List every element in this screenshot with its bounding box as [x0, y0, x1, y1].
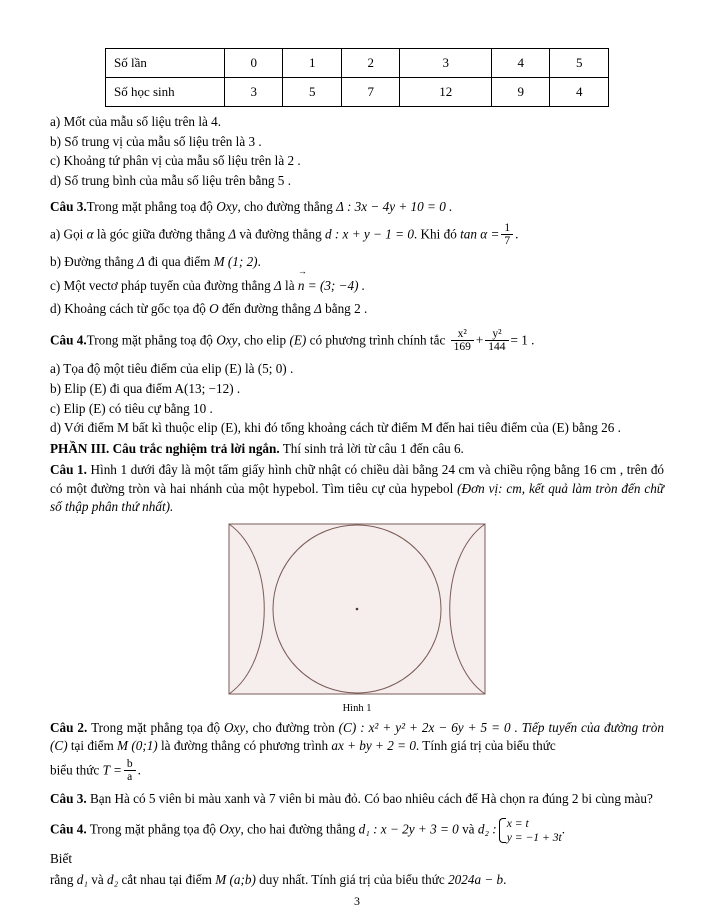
cau3-item-d	[50, 300, 664, 319]
figure-hinh-1	[50, 523, 664, 717]
table-cell: 9	[492, 78, 550, 107]
cau4-item-c: c) Elip (E) có tiêu cự bằng 10 .	[50, 400, 213, 416]
p3c4-system	[497, 817, 562, 844]
q3-text-2: , cho đường thẳng	[237, 198, 337, 214]
p3c4-d1: d₁ : x − 2y + 3 = 0	[358, 821, 459, 837]
p3-cau4	[50, 817, 664, 844]
question-label: Câu 2.	[50, 719, 88, 735]
c3b-t2: đi qua điểm	[144, 253, 214, 269]
table-row	[106, 49, 609, 78]
p3c4-dot: .	[561, 821, 566, 837]
p3c2-t3: tại điểm	[67, 738, 118, 754]
p3c4-sys-line1: x = t	[506, 816, 529, 830]
c3b-t1: b) Đường thẳng	[50, 253, 138, 269]
hyperbola-circle-diagram	[228, 523, 486, 695]
p3c4-d2b: d₂	[106, 872, 119, 888]
c3a-t3: và đường thẳng	[236, 226, 325, 242]
p3c4-t8: duy nhất. Tính giá trị của biểu thức	[255, 872, 449, 888]
p3c2-bieuthuc: biểu thức	[50, 762, 103, 778]
c3a-frac-num: 1	[504, 221, 511, 234]
p3c4-d1b: d₁	[76, 872, 88, 888]
q4-frac1-den: 169	[451, 340, 474, 353]
question-cau3	[50, 198, 664, 217]
p3c2-circle: (C)	[338, 719, 357, 735]
c3a-t4: . Khi đó	[413, 226, 461, 242]
table-cell: 1	[283, 49, 341, 78]
p3c2-end: .	[137, 762, 141, 778]
p3c2-T: T =	[102, 762, 122, 778]
cau3-item-c	[50, 277, 664, 296]
table-cell: 5	[550, 49, 609, 78]
statement-b: b) Số trung vị của mẫu số liệu trên là 3 .	[50, 133, 262, 149]
p3c4-expression: 2024a − b	[448, 872, 504, 888]
p3c1-text: Hình 1 dưới đây là một tấm giấy hình chữ nhật có chiều dài bằng 24 cm và chiều rộng bằng 16 cm , trên đó có một đường tròn và hai nhánh của một hypebol. Tìm tiêu cự của hypebol	[50, 461, 665, 496]
p3c2-point: M (0;1)	[117, 738, 158, 754]
c3c-value: = (3; −4) .	[304, 277, 366, 293]
statement-d: d) Số trung bình của mẫu số liệu trên bằng 5 .	[50, 173, 291, 189]
p3c4-t5: rằng	[50, 872, 77, 888]
q3-oxy: Oxy	[216, 198, 238, 214]
c3d-t3: bằng 2 .	[321, 301, 368, 317]
p3-cau4-cont	[50, 871, 664, 890]
p3c2-oxy: Oxy	[224, 719, 246, 735]
figure-graphic	[228, 523, 486, 701]
table-cell: 4	[492, 49, 550, 78]
table-cell: 5	[283, 78, 341, 107]
cau3-item-a	[50, 223, 664, 248]
section-label: PHẦN III. Câu trắc nghiệm trả lời ngắn.	[50, 441, 280, 457]
c3c-delta: Δ	[273, 277, 282, 293]
c3a-line-d: d : x + y − 1 = 0	[324, 226, 414, 242]
c3d-origin: O	[209, 301, 219, 317]
p3c4-t3: và	[458, 821, 478, 837]
page-number: 3	[354, 893, 360, 908]
q4-t1: Trong mặt phẳng toạ độ	[86, 332, 217, 348]
frequency-table	[105, 48, 609, 107]
c3d-t1: d) Khoảng cách từ gốc tọa độ	[50, 301, 210, 317]
table-cell: 0	[225, 49, 283, 78]
p3-cau4-biet: Biết	[50, 851, 72, 867]
cau4-item-a: a) Tọa độ một tiêu điểm của elip (E) là (5; 0) .	[50, 361, 294, 377]
c3b-delta: Δ	[137, 253, 145, 269]
p3c2-fraction	[124, 758, 136, 783]
q4-ellipse: (E)	[289, 332, 307, 348]
q4-frac1-num: x²	[457, 328, 467, 340]
p3c4-t6: và	[87, 872, 107, 888]
p3c4-oxy: Oxy	[219, 821, 241, 837]
p3c2-frac-num: b	[126, 758, 133, 771]
c3a-alpha: α	[86, 226, 94, 242]
question-label: Câu 1.	[50, 461, 87, 477]
c3d-delta: Δ	[314, 301, 322, 317]
question-label: Câu 4.	[50, 332, 87, 348]
question-label: Câu 4.	[50, 821, 87, 837]
p3c2-t5: . Tính giá trị của biểu thức	[415, 738, 556, 754]
c3c-normal-vector: n →	[298, 277, 305, 296]
p3c4-t7: cắt nhau tại điểm	[118, 872, 216, 888]
statement-c: c) Khoảng tứ phân vị của mẫu số liệu trên là 2 .	[50, 153, 301, 169]
question-cau4	[50, 329, 664, 354]
section-phan-3	[50, 440, 664, 459]
cau4-item-b: b) Elip (E) đi qua điểm A(13; −12) .	[50, 380, 241, 396]
table-row	[106, 78, 609, 107]
table-cell: 4	[550, 78, 609, 107]
table-cell: 12	[400, 78, 492, 107]
table-row-header: Số lần	[106, 49, 225, 78]
p3-cau2-expr	[50, 759, 664, 784]
table-row-header: Số học sinh	[106, 78, 225, 107]
question-label: Câu 3.	[50, 791, 87, 807]
c3c-t1: c) Một vectơ pháp tuyến của đường thẳng	[50, 277, 274, 293]
table-cell: 7	[341, 78, 399, 107]
question-label: Câu 3.	[50, 198, 87, 214]
cau3-item-b	[50, 253, 664, 272]
q4-plus: +	[475, 332, 484, 348]
c3b-point: M (1; 2)	[213, 253, 258, 269]
q4-frac2-num: y²	[492, 328, 502, 340]
q4-frac-1	[451, 328, 474, 353]
q3-text-1: Trong mặt phẳng toạ độ	[86, 198, 217, 214]
c3a-delta: Δ	[228, 226, 237, 242]
c3a-frac-den: 7	[501, 234, 513, 247]
section-text: Thí sinh trả lời từ câu 1 đến câu 6.	[279, 441, 464, 457]
table-cell: 3	[225, 78, 283, 107]
statement-a: a) Mốt của mẫu số liệu trên là 4.	[50, 114, 222, 129]
c3a-t2: là góc giữa đường thẳng	[93, 226, 229, 242]
q3-equation: Δ : 3x − 4y + 10 = 0 .	[336, 198, 453, 214]
p3c2-frac-den: a	[124, 770, 136, 783]
table-cell: 2	[341, 49, 399, 78]
q4-frac2-den: 144	[485, 340, 508, 353]
q4-t3: có phương trình chính tắc	[306, 332, 449, 348]
c3c-t2: là	[281, 277, 298, 293]
cau4-item-d: d) Với điểm M bất kì thuộc elip (E), khi đó tổng khoảng cách từ điểm M đến hai tiêu điểm của (E) bằng 26 .	[50, 420, 621, 436]
p3c4-t2: , cho hai đường thẳng	[240, 821, 359, 837]
p3-cau2	[50, 719, 664, 756]
figure-caption: Hình 1	[342, 702, 372, 714]
p3c3-text: Bạn Hà có 5 viên bi màu xanh và 7 viên bi màu đỏ. Có bao nhiêu cách để Hà chọn ra đúng 2 bi cùng màu?	[86, 791, 653, 807]
p3c1-note: (Đơn vị: cm, kết quả làm tròn đến chữ số thập phân thứ nhất).	[50, 480, 665, 515]
p3c4-point-M: M (a;b)	[215, 872, 256, 888]
c3b-end: .	[257, 253, 261, 269]
q4-t2: , cho elip	[237, 332, 290, 348]
p3c2-t2: , cho đường tròn	[245, 719, 339, 735]
p3c4-t1: Trong mặt phẳng tọa độ	[86, 821, 220, 837]
table-cell: 3	[400, 49, 492, 78]
p3c2-t1: Trong mặt phẳng tọa độ	[87, 719, 225, 735]
c3a-t1: a) Gọi	[50, 226, 87, 242]
c3a-end: .	[515, 226, 519, 242]
p3-cau3	[50, 790, 664, 809]
p3c2-eq: : x² + y² + 2x − 6y + 5 = 0 . Tiếp tuyến của đường tròn	[356, 719, 664, 735]
p3c4-d2: d₂ :	[477, 821, 497, 837]
p3c2-tangent-eq: ax + by + 2 = 0	[331, 738, 416, 754]
c3a-tan: tan α =	[460, 226, 500, 242]
q4-frac-2	[485, 328, 508, 353]
p3c4-end: .	[503, 872, 507, 888]
p3c2-t4: là đường thẳng có phương trình	[157, 738, 332, 754]
c3a-fraction	[501, 222, 513, 247]
c3d-t2: đến đường thẳng	[218, 301, 315, 317]
q4-equals: = 1 .	[510, 332, 535, 348]
q4-oxy: Oxy	[216, 332, 238, 348]
p3c2-circle-2: (C)	[50, 738, 68, 754]
p3c4-sys-line2: y = −1 + 3t	[506, 830, 562, 844]
p3-cau1	[50, 461, 664, 517]
